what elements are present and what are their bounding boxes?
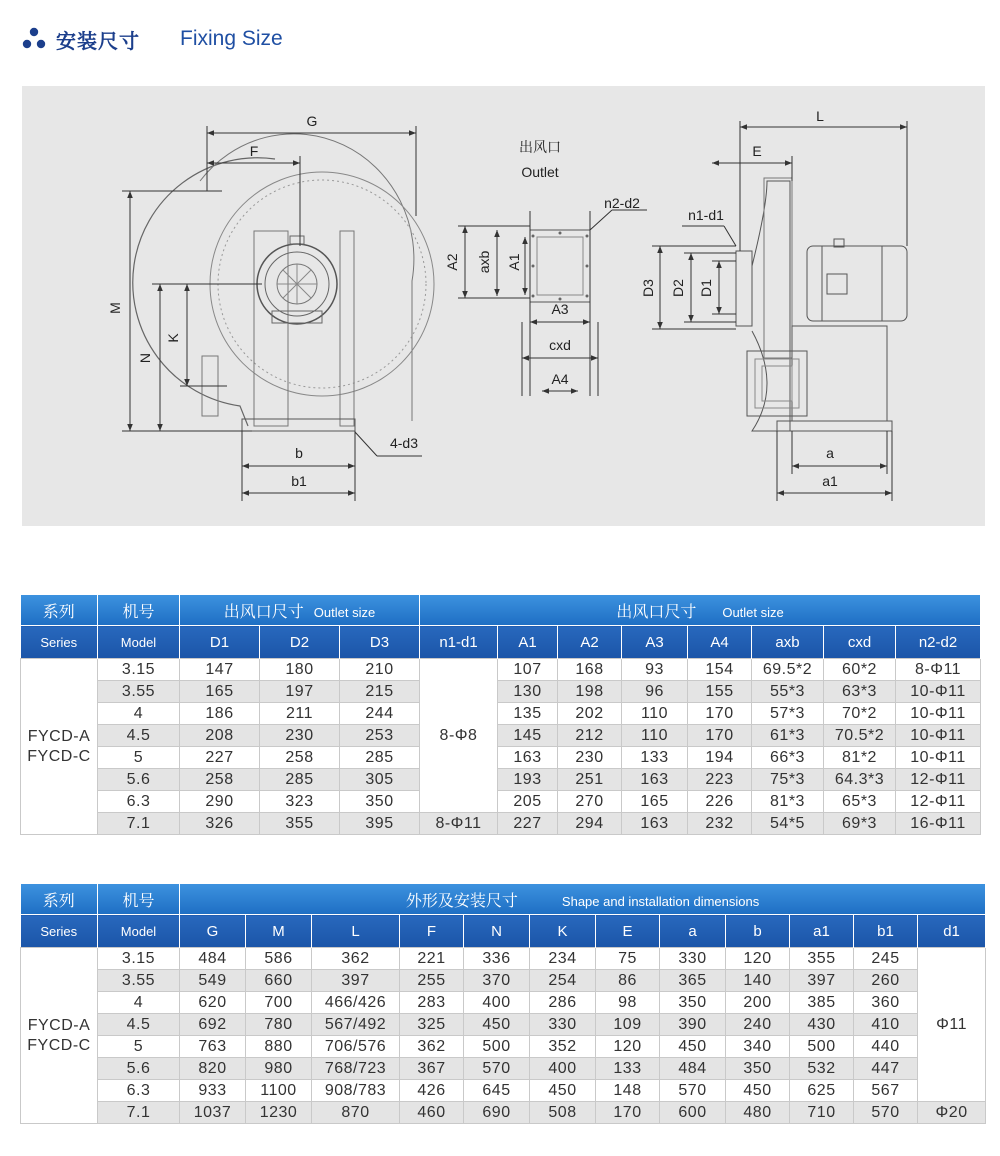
cell-b: 120 (726, 948, 790, 970)
column-header-n1-d1: n1-d1 (420, 626, 498, 659)
cell-l: 768/723 (312, 1058, 400, 1080)
cell-m: 586 (246, 948, 312, 970)
cell-f: 221 (400, 948, 464, 970)
cell-a: 350 (660, 992, 726, 1014)
model-cell: 7.1 (98, 813, 180, 835)
cell-m: 700 (246, 992, 312, 1014)
cell-a1: 193 (498, 769, 558, 791)
page-title-en: Fixing Size (180, 27, 283, 50)
series-name: FYCD-C (27, 1036, 91, 1054)
column-header-a1: a1 (790, 915, 854, 948)
model-cell: 6.3 (98, 1080, 180, 1102)
table-row (21, 703, 981, 725)
cell-d1: 147 (180, 659, 260, 681)
fan-logo-icon (22, 27, 46, 51)
cell-a1: 130 (498, 681, 558, 703)
cell-g: 820 (180, 1058, 246, 1080)
fixing-size-drawing (22, 86, 985, 526)
column-header-series: Series (21, 915, 98, 948)
cell-a3: 96 (622, 681, 688, 703)
dim-n2-d2: n2-d2 (604, 195, 640, 211)
cell-a: 600 (660, 1102, 726, 1124)
model-cell: 7.1 (98, 1102, 180, 1124)
cell-a: 390 (660, 1014, 726, 1036)
model-cell: 4.5 (98, 1014, 180, 1036)
cell-a2: 198 (558, 681, 622, 703)
cell-a4: 223 (688, 769, 752, 791)
model-cell: 4 (98, 992, 180, 1014)
cell-cxd: 65*3 (824, 791, 896, 813)
cell-b: 350 (726, 1058, 790, 1080)
cell-b1: 447 (854, 1058, 918, 1080)
outlet-table-column-headers (21, 626, 981, 659)
cell-n2d2: 10-Φ11 (896, 681, 981, 703)
cell-m: 1230 (246, 1102, 312, 1124)
series-cell (21, 948, 98, 1124)
cell-b: 240 (726, 1014, 790, 1036)
cell-a1: 227 (498, 813, 558, 835)
cell-k: 330 (530, 1014, 596, 1036)
page-header (22, 22, 283, 56)
cell-a3: 163 (622, 813, 688, 835)
installation-dimensions-header-cn: 外形及安装尺寸 (405, 892, 518, 910)
cell-e: 120 (596, 1036, 660, 1058)
cell-f: 255 (400, 970, 464, 992)
series-header-cn: 系列 (21, 595, 98, 626)
installation-dimensions-header (180, 884, 986, 915)
model-header-cn: 机号 (98, 595, 180, 626)
cell-n: 336 (464, 948, 530, 970)
cell-k: 450 (530, 1080, 596, 1102)
cell-d3: 215 (340, 681, 420, 703)
installation-dimensions-table (20, 884, 986, 1124)
cell-e: 86 (596, 970, 660, 992)
cell-d3: 285 (340, 747, 420, 769)
cell-a2: 230 (558, 747, 622, 769)
cell-a: 365 (660, 970, 726, 992)
cell-a2: 202 (558, 703, 622, 725)
cell-e: 109 (596, 1014, 660, 1036)
column-header-d2: D2 (260, 626, 340, 659)
column-header-b1: b1 (854, 915, 918, 948)
cell-a3: 110 (622, 703, 688, 725)
cell-d2: 197 (260, 681, 340, 703)
cell-a2: 251 (558, 769, 622, 791)
cell-d1: 208 (180, 725, 260, 747)
dim-F: F (249, 143, 259, 159)
column-header-axb: axb (752, 626, 824, 659)
table-row (21, 1058, 986, 1080)
dim-a: a (826, 445, 834, 461)
column-header-n2-d2: n2-d2 (896, 626, 981, 659)
model-cell: 5 (98, 1036, 180, 1058)
dim-A2: A2 (444, 253, 460, 271)
column-header-l: L (312, 915, 400, 948)
cell-l: 466/426 (312, 992, 400, 1014)
outlet-table-body (21, 659, 981, 835)
installation-table-body (21, 948, 986, 1124)
cell-axb: 54*5 (752, 813, 824, 835)
cell-a4: 154 (688, 659, 752, 681)
cell-e: 170 (596, 1102, 660, 1124)
outlet-size-header-1-cn: 出风口尺寸 (223, 603, 304, 621)
cell-cxd: 64.3*3 (824, 769, 896, 791)
cell-cxd: 70.5*2 (824, 725, 896, 747)
column-header-a3: A3 (622, 626, 688, 659)
cell-axb: 69.5*2 (752, 659, 824, 681)
cell-a4: 170 (688, 703, 752, 725)
cell-l: 908/783 (312, 1080, 400, 1102)
model-cell: 5.6 (98, 769, 180, 791)
cell-a1: 430 (790, 1014, 854, 1036)
dim-K: K (165, 333, 181, 343)
outlet-size-header-1 (180, 595, 420, 626)
cell-axb: 66*3 (752, 747, 824, 769)
cell-e: 98 (596, 992, 660, 1014)
series-cell (21, 659, 98, 835)
cell-d1: 326 (180, 813, 260, 835)
cell-cxd: 81*2 (824, 747, 896, 769)
cell-g: 763 (180, 1036, 246, 1058)
cell-d1: 290 (180, 791, 260, 813)
cell-a1: 163 (498, 747, 558, 769)
cell-e: 75 (596, 948, 660, 970)
column-header-cxd: cxd (824, 626, 896, 659)
dim-E: E (752, 143, 762, 159)
cell-n: 690 (464, 1102, 530, 1124)
cell-l: 706/576 (312, 1036, 400, 1058)
outlet-label-en: Outlet (521, 164, 559, 180)
cell-b1: 567 (854, 1080, 918, 1102)
table-row (21, 747, 981, 769)
series-name: FYCD-A (27, 1016, 91, 1034)
dim-A4: A4 (551, 371, 569, 387)
outlet-size-header-2-en: Outlet size (722, 604, 784, 620)
cell-f: 362 (400, 1036, 464, 1058)
cell-a4: 170 (688, 725, 752, 747)
cell-d2: 211 (260, 703, 340, 725)
cell-a1: 625 (790, 1080, 854, 1102)
cell-d1: 227 (180, 747, 260, 769)
outlet-size-header-2 (420, 595, 981, 626)
dim-A1: A1 (506, 253, 522, 271)
cell-n2d2: 10-Φ11 (896, 703, 981, 725)
column-header-model: Model (98, 915, 180, 948)
dim-b1: b1 (291, 473, 307, 489)
table-row (21, 1014, 986, 1036)
cell-d2: 323 (260, 791, 340, 813)
fan-dimension-diagram (22, 86, 985, 526)
column-header-f: F (400, 915, 464, 948)
cell-b: 140 (726, 970, 790, 992)
cell-b: 480 (726, 1102, 790, 1124)
cell-n: 500 (464, 1036, 530, 1058)
dim-N: N (137, 352, 153, 364)
cell-axb: 57*3 (752, 703, 824, 725)
column-header-a1: A1 (498, 626, 558, 659)
table-row (21, 948, 986, 970)
cell-n: 400 (464, 992, 530, 1014)
model-cell: 4 (98, 703, 180, 725)
cell-axb: 61*3 (752, 725, 824, 747)
cell-d2: 285 (260, 769, 340, 791)
cell-f: 283 (400, 992, 464, 1014)
d1-cell: Φ11 (918, 948, 986, 1102)
cell-d2: 355 (260, 813, 340, 835)
cell-g: 620 (180, 992, 246, 1014)
cell-cxd: 60*2 (824, 659, 896, 681)
cell-b: 200 (726, 992, 790, 1014)
cell-m: 1100 (246, 1080, 312, 1102)
model-cell: 3.15 (98, 948, 180, 970)
cell-a4: 155 (688, 681, 752, 703)
cell-d1: 258 (180, 769, 260, 791)
cell-k: 234 (530, 948, 596, 970)
cell-f: 460 (400, 1102, 464, 1124)
cell-b1: 260 (854, 970, 918, 992)
cell-k: 352 (530, 1036, 596, 1058)
column-header-d1: d1 (918, 915, 986, 948)
outlet-size-header-1-en: Outlet size (313, 604, 376, 620)
cell-a1: 107 (498, 659, 558, 681)
cell-a: 330 (660, 948, 726, 970)
cell-n2d2: 10-Φ11 (896, 747, 981, 769)
cell-a1: 385 (790, 992, 854, 1014)
installation-table-column-headers (21, 915, 986, 948)
cell-b: 340 (726, 1036, 790, 1058)
cell-axb: 75*3 (752, 769, 824, 791)
cell-k: 254 (530, 970, 596, 992)
cell-a3: 163 (622, 769, 688, 791)
cell-d3: 244 (340, 703, 420, 725)
cell-a1: 500 (790, 1036, 854, 1058)
dim-b: b (295, 445, 303, 461)
cell-e: 133 (596, 1058, 660, 1080)
outlet-size-table (20, 595, 981, 835)
dim-axb: axb (476, 250, 492, 274)
column-header-n: N (464, 915, 530, 948)
dim-A3: A3 (551, 301, 569, 317)
cell-b1: 360 (854, 992, 918, 1014)
table-row (21, 769, 981, 791)
installation-dimensions-header-en: Shape and installation dimensions (561, 893, 760, 909)
cell-a: 484 (660, 1058, 726, 1080)
model-cell: 6.3 (98, 791, 180, 813)
cell-a4: 226 (688, 791, 752, 813)
cell-a1: 355 (790, 948, 854, 970)
n1-d1-cell: 8-Φ11 (420, 813, 498, 835)
cell-d1: 165 (180, 681, 260, 703)
cell-d2: 230 (260, 725, 340, 747)
column-header-g: G (180, 915, 246, 948)
dim-cxd: cxd (549, 337, 571, 353)
column-header-d3: D3 (340, 626, 420, 659)
cell-g: 933 (180, 1080, 246, 1102)
cell-d3: 210 (340, 659, 420, 681)
cell-b1: 570 (854, 1102, 918, 1124)
page-title-cn: 安装尺寸 (56, 28, 140, 53)
cell-a1: 135 (498, 703, 558, 725)
cell-n2d2: 12-Φ11 (896, 791, 981, 813)
cell-a3: 93 (622, 659, 688, 681)
cell-n2d2: 10-Φ11 (896, 725, 981, 747)
cell-a: 450 (660, 1036, 726, 1058)
cell-n: 370 (464, 970, 530, 992)
cell-g: 484 (180, 948, 246, 970)
table-row (21, 813, 981, 835)
cell-m: 980 (246, 1058, 312, 1080)
cell-m: 660 (246, 970, 312, 992)
cell-n: 570 (464, 1058, 530, 1080)
cell-axb: 55*3 (752, 681, 824, 703)
cell-n: 645 (464, 1080, 530, 1102)
cell-a3: 133 (622, 747, 688, 769)
cell-cxd: 70*2 (824, 703, 896, 725)
d1-cell: Φ20 (918, 1102, 986, 1124)
model-header-cn-2: 机号 (98, 884, 180, 915)
cell-b1: 440 (854, 1036, 918, 1058)
cell-b1: 410 (854, 1014, 918, 1036)
outlet-label-cn: 出风口 (519, 139, 561, 155)
model-cell: 5 (98, 747, 180, 769)
dim-n1-d1: n1-d1 (688, 207, 724, 223)
cell-cxd: 69*3 (824, 813, 896, 835)
cell-d3: 395 (340, 813, 420, 835)
dim-M: M (107, 302, 123, 314)
column-header-a: a (660, 915, 726, 948)
cell-l: 870 (312, 1102, 400, 1124)
cell-a2: 294 (558, 813, 622, 835)
cell-k: 400 (530, 1058, 596, 1080)
model-cell: 3.55 (98, 970, 180, 992)
dim-G: G (306, 113, 318, 129)
table-row (21, 1080, 986, 1102)
dim-D1: D1 (698, 279, 714, 297)
cell-g: 1037 (180, 1102, 246, 1124)
column-header-e: E (596, 915, 660, 948)
model-cell: 3.55 (98, 681, 180, 703)
dim-4-d3: 4-d3 (389, 435, 419, 451)
cell-l: 397 (312, 970, 400, 992)
cell-a2: 168 (558, 659, 622, 681)
cell-g: 692 (180, 1014, 246, 1036)
cell-n2d2: 12-Φ11 (896, 769, 981, 791)
cell-d2: 258 (260, 747, 340, 769)
table-row (21, 1102, 986, 1124)
column-header-k: K (530, 915, 596, 948)
cell-a2: 270 (558, 791, 622, 813)
cell-k: 286 (530, 992, 596, 1014)
series-name: FYCD-C (27, 747, 91, 765)
table-row (21, 681, 981, 703)
table-row (21, 1036, 986, 1058)
column-header-m: M (246, 915, 312, 948)
column-header-series: Series (21, 626, 98, 659)
cell-axb: 81*3 (752, 791, 824, 813)
outlet-size-header-2-cn: 出风口尺寸 (616, 603, 697, 621)
cell-a2: 212 (558, 725, 622, 747)
cell-d2: 180 (260, 659, 340, 681)
cell-a1: 145 (498, 725, 558, 747)
model-cell: 3.15 (98, 659, 180, 681)
column-header-a2: A2 (558, 626, 622, 659)
cell-b: 450 (726, 1080, 790, 1102)
cell-e: 148 (596, 1080, 660, 1102)
table-row (21, 791, 981, 813)
cell-a1: 397 (790, 970, 854, 992)
dim-D2: D2 (670, 279, 686, 297)
cell-l: 362 (312, 948, 400, 970)
model-cell: 5.6 (98, 1058, 180, 1080)
cell-a3: 165 (622, 791, 688, 813)
cell-g: 549 (180, 970, 246, 992)
dim-L: L (816, 108, 824, 124)
cell-d1: 186 (180, 703, 260, 725)
column-header-d1: D1 (180, 626, 260, 659)
series-name: FYCD-A (27, 727, 91, 745)
column-header-a4: A4 (688, 626, 752, 659)
cell-d3: 350 (340, 791, 420, 813)
n1-d1-cell: 8-Φ8 (420, 659, 498, 813)
column-header-model: Model (98, 626, 180, 659)
cell-f: 367 (400, 1058, 464, 1080)
cell-a1: 532 (790, 1058, 854, 1080)
cell-m: 780 (246, 1014, 312, 1036)
column-header-b: b (726, 915, 790, 948)
cell-f: 426 (400, 1080, 464, 1102)
cell-n: 450 (464, 1014, 530, 1036)
cell-d3: 253 (340, 725, 420, 747)
dim-a1: a1 (822, 473, 838, 489)
cell-n2d2: 8-Φ11 (896, 659, 981, 681)
cell-a3: 110 (622, 725, 688, 747)
cell-k: 508 (530, 1102, 596, 1124)
cell-f: 325 (400, 1014, 464, 1036)
cell-cxd: 63*3 (824, 681, 896, 703)
cell-a4: 194 (688, 747, 752, 769)
table-row (21, 725, 981, 747)
table-row (21, 970, 986, 992)
model-cell: 4.5 (98, 725, 180, 747)
cell-a1: 710 (790, 1102, 854, 1124)
table-row (21, 992, 986, 1014)
table-row (21, 659, 981, 681)
series-header-cn-2: 系列 (21, 884, 98, 915)
cell-m: 880 (246, 1036, 312, 1058)
cell-a4: 232 (688, 813, 752, 835)
cell-d3: 305 (340, 769, 420, 791)
cell-a: 570 (660, 1080, 726, 1102)
dim-D3: D3 (640, 279, 656, 297)
cell-a1: 205 (498, 791, 558, 813)
cell-b1: 245 (854, 948, 918, 970)
cell-n2d2: 16-Φ11 (896, 813, 981, 835)
cell-l: 567/492 (312, 1014, 400, 1036)
